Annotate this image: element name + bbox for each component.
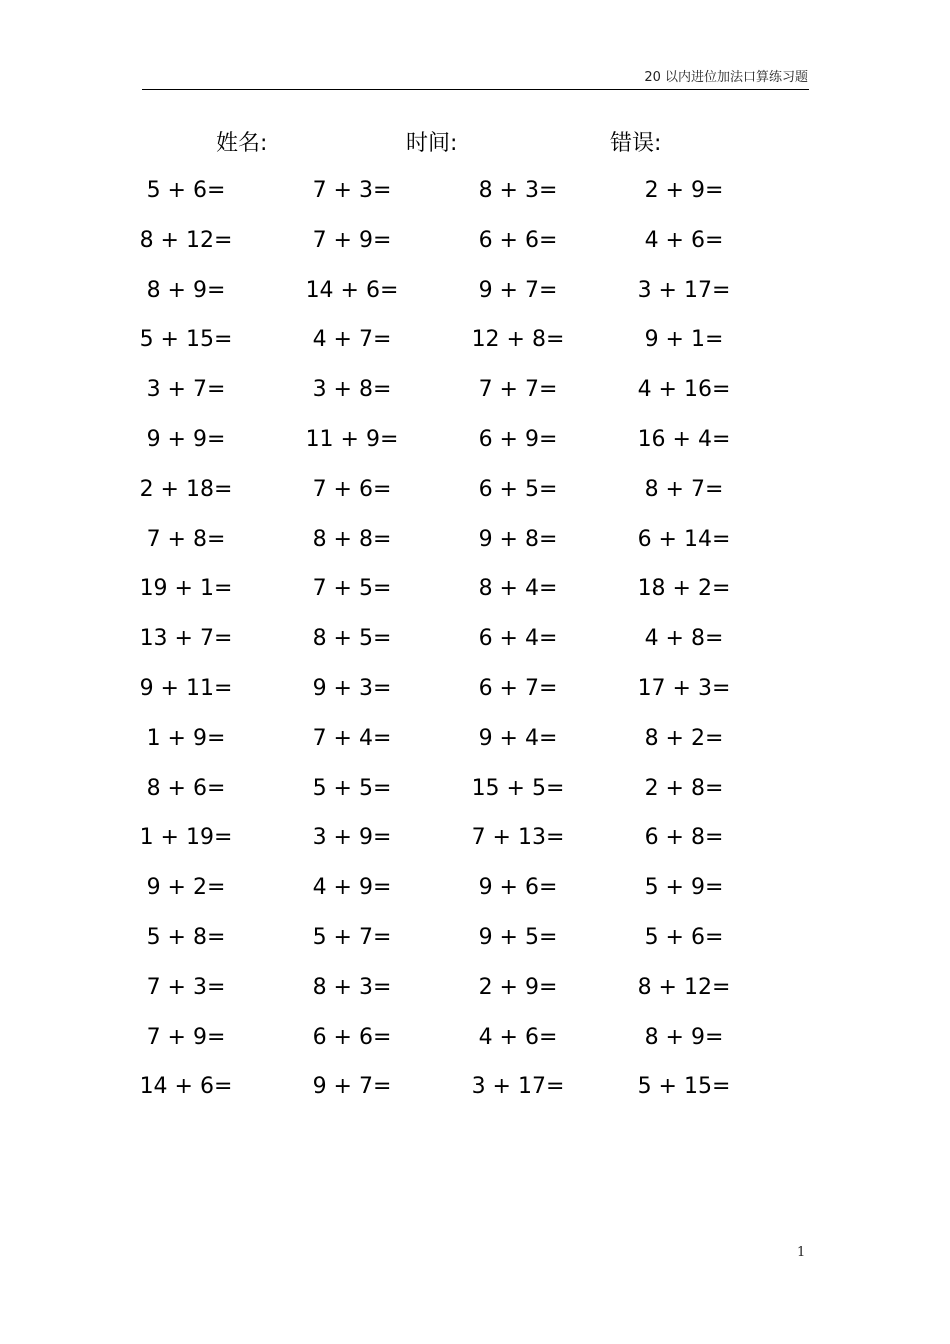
addition-problem: 7 + 4= <box>312 725 392 751</box>
addition-problem: 6 + 5= <box>478 476 558 502</box>
addition-problem: 8 + 12= <box>139 227 233 253</box>
problem-row <box>0 473 950 523</box>
addition-problem: 9 + 7= <box>478 277 558 303</box>
problem-row <box>0 821 950 871</box>
addition-problem: 19 + 1= <box>139 576 233 602</box>
addition-problem: 6 + 14= <box>637 526 731 552</box>
addition-problem: 7 + 7= <box>478 377 558 403</box>
addition-problem: 14 + 6= <box>139 1074 233 1100</box>
problem-row <box>0 871 950 921</box>
problem-row <box>0 622 950 672</box>
addition-problem: 6 + 8= <box>644 825 724 851</box>
addition-problem: 9 + 3= <box>312 675 392 701</box>
time-field-label[interactable]: 时间: <box>406 131 458 156</box>
addition-problem: 9 + 5= <box>478 924 558 950</box>
addition-problem: 2 + 9= <box>644 178 724 203</box>
addition-problem: 8 + 9= <box>644 1024 724 1050</box>
addition-problem: 5 + 6= <box>146 178 226 203</box>
addition-problem: 8 + 3= <box>478 178 558 203</box>
addition-problem: 8 + 6= <box>146 775 226 801</box>
problem-row <box>0 373 950 423</box>
addition-problem: 9 + 7= <box>312 1074 392 1100</box>
addition-problem: 4 + 6= <box>644 227 724 253</box>
addition-problem: 9 + 1= <box>644 327 724 353</box>
addition-problem: 8 + 2= <box>644 725 724 751</box>
addition-problem: 8 + 5= <box>312 626 392 652</box>
addition-problem: 3 + 9= <box>312 825 392 851</box>
addition-problem: 8 + 4= <box>478 576 558 602</box>
addition-problem: 14 + 6= <box>305 277 399 303</box>
addition-problem: 7 + 9= <box>146 1024 226 1050</box>
problem-row <box>0 274 950 324</box>
addition-problem: 4 + 9= <box>312 875 392 901</box>
addition-problem: 7 + 6= <box>312 476 392 502</box>
addition-problem: 9 + 11= <box>139 675 233 701</box>
addition-problem: 4 + 6= <box>478 1024 558 1050</box>
addition-problem: 8 + 3= <box>312 974 392 1000</box>
addition-problem: 2 + 18= <box>139 476 233 502</box>
addition-problem: 8 + 12= <box>637 974 731 1000</box>
problem-row <box>0 971 950 1021</box>
addition-problem: 15 + 5= <box>471 775 565 801</box>
addition-problem: 5 + 15= <box>637 1074 731 1100</box>
problem-row <box>0 1021 950 1071</box>
addition-problem: 3 + 7= <box>146 377 226 403</box>
addition-problem: 2 + 9= <box>478 974 558 1000</box>
addition-problem: 4 + 16= <box>637 377 731 403</box>
addition-problem: 7 + 13= <box>471 825 565 851</box>
addition-problem: 7 + 3= <box>312 178 392 203</box>
problem-row <box>0 323 950 373</box>
addition-problem: 7 + 8= <box>146 526 226 552</box>
problem-row <box>0 1070 950 1120</box>
problem-row <box>0 423 950 473</box>
addition-problem: 6 + 9= <box>478 426 558 452</box>
problem-row <box>0 174 950 224</box>
addition-problem: 17 + 3= <box>637 675 731 701</box>
addition-problem: 7 + 9= <box>312 227 392 253</box>
addition-problem: 5 + 15= <box>139 327 233 353</box>
errors-field-label[interactable]: 错误: <box>610 131 662 156</box>
addition-problem: 9 + 9= <box>146 426 226 452</box>
addition-problem: 9 + 8= <box>478 526 558 552</box>
addition-problem: 11 + 9= <box>305 426 399 452</box>
problem-row <box>0 672 950 722</box>
problem-row <box>0 523 950 573</box>
page-header-title: 20 以内进位加法口算练习题 <box>644 70 808 85</box>
addition-problem: 9 + 2= <box>146 875 226 901</box>
addition-problem: 8 + 8= <box>312 526 392 552</box>
addition-problem: 12 + 8= <box>471 327 565 353</box>
addition-problem: 5 + 9= <box>644 875 724 901</box>
addition-problem: 5 + 5= <box>312 775 392 801</box>
addition-problem: 6 + 4= <box>478 626 558 652</box>
addition-problem: 13 + 7= <box>139 626 233 652</box>
addition-problem: 1 + 19= <box>139 825 233 851</box>
addition-problem: 4 + 8= <box>644 626 724 652</box>
addition-problem: 8 + 7= <box>644 476 724 502</box>
name-field-label[interactable]: 姓名: <box>216 131 268 156</box>
problem-grid <box>0 174 950 1120</box>
addition-problem: 7 + 5= <box>312 576 392 602</box>
page-number: 1 <box>797 1245 806 1260</box>
addition-problem: 9 + 4= <box>478 725 558 751</box>
student-info-line <box>0 126 950 160</box>
addition-problem: 6 + 6= <box>478 227 558 253</box>
problem-row <box>0 224 950 274</box>
addition-problem: 5 + 8= <box>146 924 226 950</box>
problem-row <box>0 722 950 772</box>
addition-problem: 6 + 7= <box>478 675 558 701</box>
addition-problem: 7 + 3= <box>146 974 226 1000</box>
addition-problem: 18 + 2= <box>637 576 731 602</box>
addition-problem: 1 + 9= <box>146 725 226 751</box>
addition-problem: 4 + 7= <box>312 327 392 353</box>
problem-row <box>0 921 950 971</box>
addition-problem: 6 + 6= <box>312 1024 392 1050</box>
addition-problem: 16 + 4= <box>637 426 731 452</box>
addition-problem: 5 + 7= <box>312 924 392 950</box>
problem-row <box>0 572 950 622</box>
addition-problem: 8 + 9= <box>146 277 226 303</box>
addition-problem: 3 + 17= <box>637 277 731 303</box>
addition-problem: 3 + 17= <box>471 1074 565 1100</box>
addition-problem: 5 + 6= <box>644 924 724 950</box>
header-divider <box>142 89 809 90</box>
problem-row <box>0 772 950 822</box>
addition-problem: 9 + 6= <box>478 875 558 901</box>
addition-problem: 2 + 8= <box>644 775 724 801</box>
addition-problem: 3 + 8= <box>312 377 392 403</box>
